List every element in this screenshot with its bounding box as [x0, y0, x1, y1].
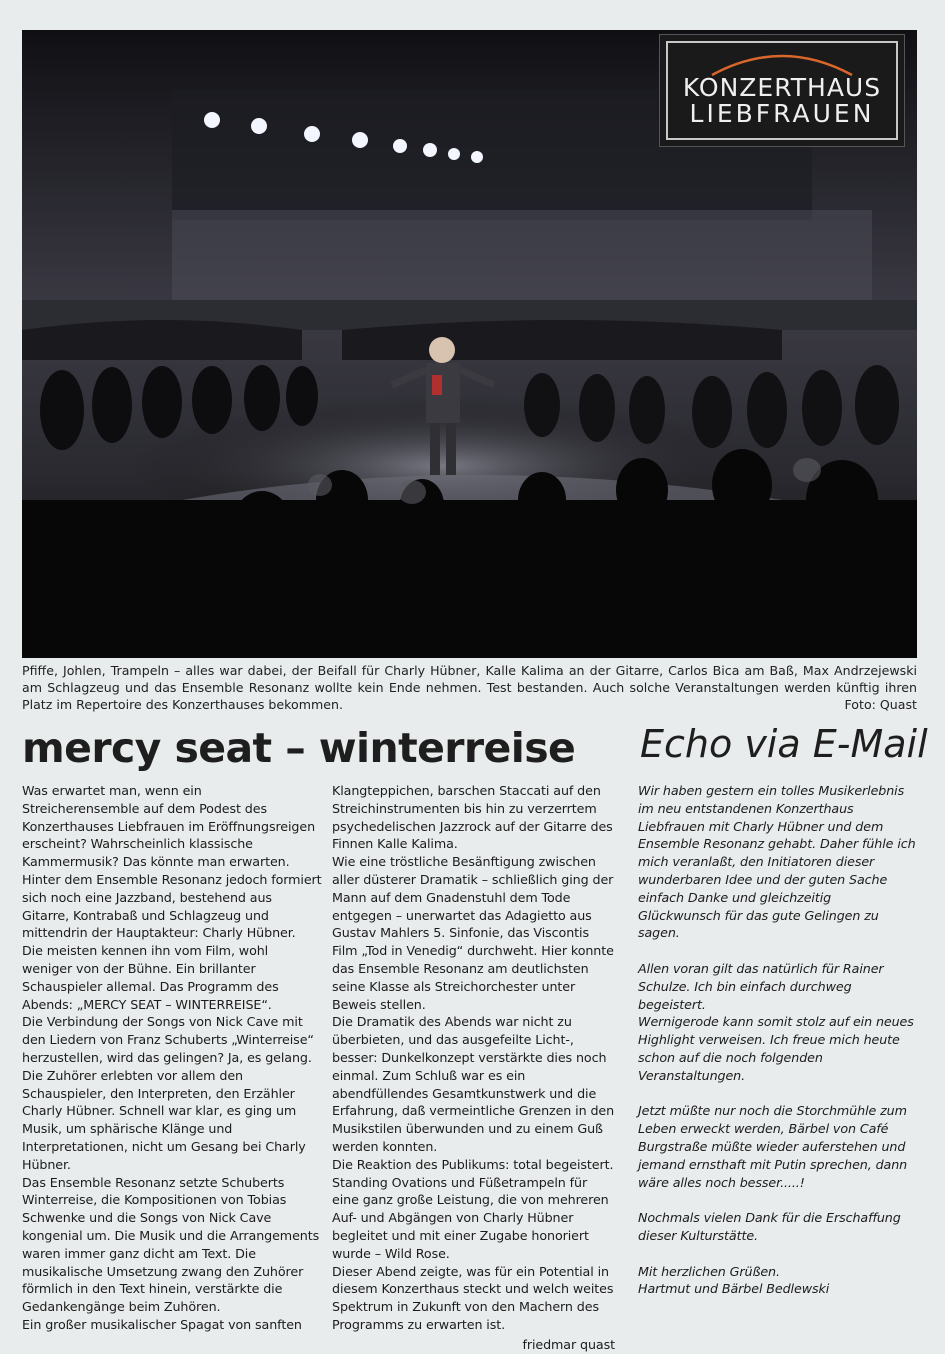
letter-paragraph: Nochmals vielen Dank für die Erschaffung dieser Kulturstätte. — [638, 1210, 901, 1243]
concert-photo — [22, 30, 917, 658]
article-headline: mercy seat – winterreise — [22, 724, 576, 772]
letter-paragraph: Wernigerode kann somit stolz auf ein neues Highlight verweisen. Ich freue mich heute schon auf die noch folgenden Veranstaltungen. — [638, 1014, 914, 1083]
caption-text: Pfiffe, Johlen, Trampeln – alles war dabei, der Beifall für Charly Hübner, Kalle Kalima an der Gitarre, Carlos Bica am Baß, Max Andrzejewski am Schlagzeug und das Ensemble Resonanz wollte kein Ende nehmen. Test bestanden. Auch solche Veranstaltungen werden künftig ihren Platz im Repertoire des Konzerthauses bekommen. — [22, 663, 917, 712]
logo-line1: KONZERTHAUS — [682, 73, 882, 102]
letter-signature: Hartmut und Bärbel Bedlewski — [638, 1281, 830, 1297]
paragraph: Dieser Abend zeigte, was für ein Potential in diesem Konzerthaus steckt und welch weites Spektrum in Zukunft von den Machern des Programms zu erwarten ist. — [332, 1263, 614, 1332]
photo-caption — [22, 662, 917, 713]
paragraph: Die Reaktion des Publikums: total begeistert. Standing Ovations und Füßetrampeln für eine ganz große Leistung, die von mehreren Auf- und Abgängen von Charly Hübner begleitet und mit einer Zugabe honoriert wurde – Wild Rose. — [332, 1156, 614, 1261]
letter-headline: Echo via E-Mail — [640, 722, 928, 766]
article-column-2 — [332, 782, 615, 1354]
photo-credit: Foto: Quast — [844, 697, 917, 712]
letter-paragraph: Wir haben gestern ein tolles Musikerlebnis im neu entstandenen Konzerthaus Liebfrauen mit Charly Hübner und dem Ensemble Resonanz gehabt. Daher fühle ich mich veranlaßt, den Initiatoren dieser wunderbaren Idee und der guten Sache einfach Danke und gleichzeitig Glückwunsch für das gute Gelingen zu sagen. — [638, 783, 916, 941]
konzerthaus-logo — [659, 34, 905, 147]
letter-paragraph: Allen voran gilt das natürlich für Rainer Schulze. Ich bin einfach durchweg begeistert. — [638, 960, 884, 1012]
paragraph: Ein großer musikalischer Spagat von sanften — [22, 1316, 302, 1332]
paragraph: Wie eine tröstliche Besänftigung zwischen aller düsterer Dramatik – schließlich ging der Mann auf dem Gnadenstuhl dem Tode entgegen – unerwartet das Adagietto aus Gustav Mahlers 5. Sinfonie, das Viscontis Film „Tod in Venedig“ durchweht. Hier konnte das Ensemble Resonanz am deutlichsten seine Klasse als Streichorchester unter Beweis stellen. — [332, 854, 614, 1012]
letter-paragraph: Jetzt müßte nur noch die Storchmühle zum Leben erweckt werden, Bärbel von Café Burgstraße müßte wieder auferstehen und jemand ernsthaft mit Putin sprechen, dann wäre alles noch besser.....! — [638, 1103, 908, 1190]
article-column-1 — [22, 782, 322, 1334]
article-author: friedmar quast — [522, 1336, 615, 1352]
letter-column — [638, 782, 916, 1298]
logo-line2: LIEBFRAUEN — [689, 99, 875, 128]
paragraph: Die Verbindung der Songs von Nick Cave mit den Liedern von Franz Schuberts „Winterreise“ herzustellen, wird das gelingen? Ja, es gelang. Die Zuhörer erlebten vor allem den Schauspieler, den Interpreten, den Erzähler Charly Hübner. Schnell war klar, es ging um Musik, um sphärische Klänge und Interpretationen, nicht um Gesang bei Charly Hübner. — [22, 1014, 314, 1172]
paragraph: Die meisten kennen ihn vom Film, wohl weniger von der Bühne. Ein brillanter Schauspieler allemal. Das Programm des Abends: „MERCY SEAT – WINTERREISE“. — [22, 943, 279, 1012]
paragraph: Was erwartet man, wenn ein Streicherensemble auf dem Podest des Konzerthauses Liebfrauen im Eröffnungsreigen erscheint? Wahrscheinlich klassische Kammermusik? Das könnte man erwarten. Hinter dem Ensemble Resonanz jedoch formiert sich noch eine Jazzband, bestehend aus Gitarre, Kontrabaß und Schlagzeug und mittendrin der Hauptakteur: Charly Hübner. — [22, 783, 322, 941]
paragraph: Die Dramatik des Abends war nicht zu überbieten, und das ausgefeilte Licht-, besser: Dunkelkonzept verstärkte dies noch einmal. Zum Schluß war es ein abendfüllendes Gesamtkunstwerk und die Erfahrung, daß vermeintliche Grenzen in den Musikstilen überwunden und zu einem Guß werden konnten. — [332, 1014, 615, 1154]
paragraph: Das Ensemble Resonanz setzte Schuberts Winterreise, die Kompositionen von Tobias Schwenke und die Songs von Nick Cave kongenial um. Die Musik und die Arrangements waren immer ganz dicht am Text. Die musikalische Umsetzung zwang den Zuhörer förmlich in den Text hinein, verstärkte die Gedankengänge beim Zuhören. — [22, 1174, 320, 1315]
paragraph: Klangteppichen, barschen Staccati auf den Streichinstrumenten bis hin zu verzerrtem psychedelischen Jazzrock auf der Gitarre des Finnen Kalle Kalima. — [332, 783, 613, 852]
letter-greeting: Mit herzlichen Grüßen. — [638, 1263, 780, 1279]
